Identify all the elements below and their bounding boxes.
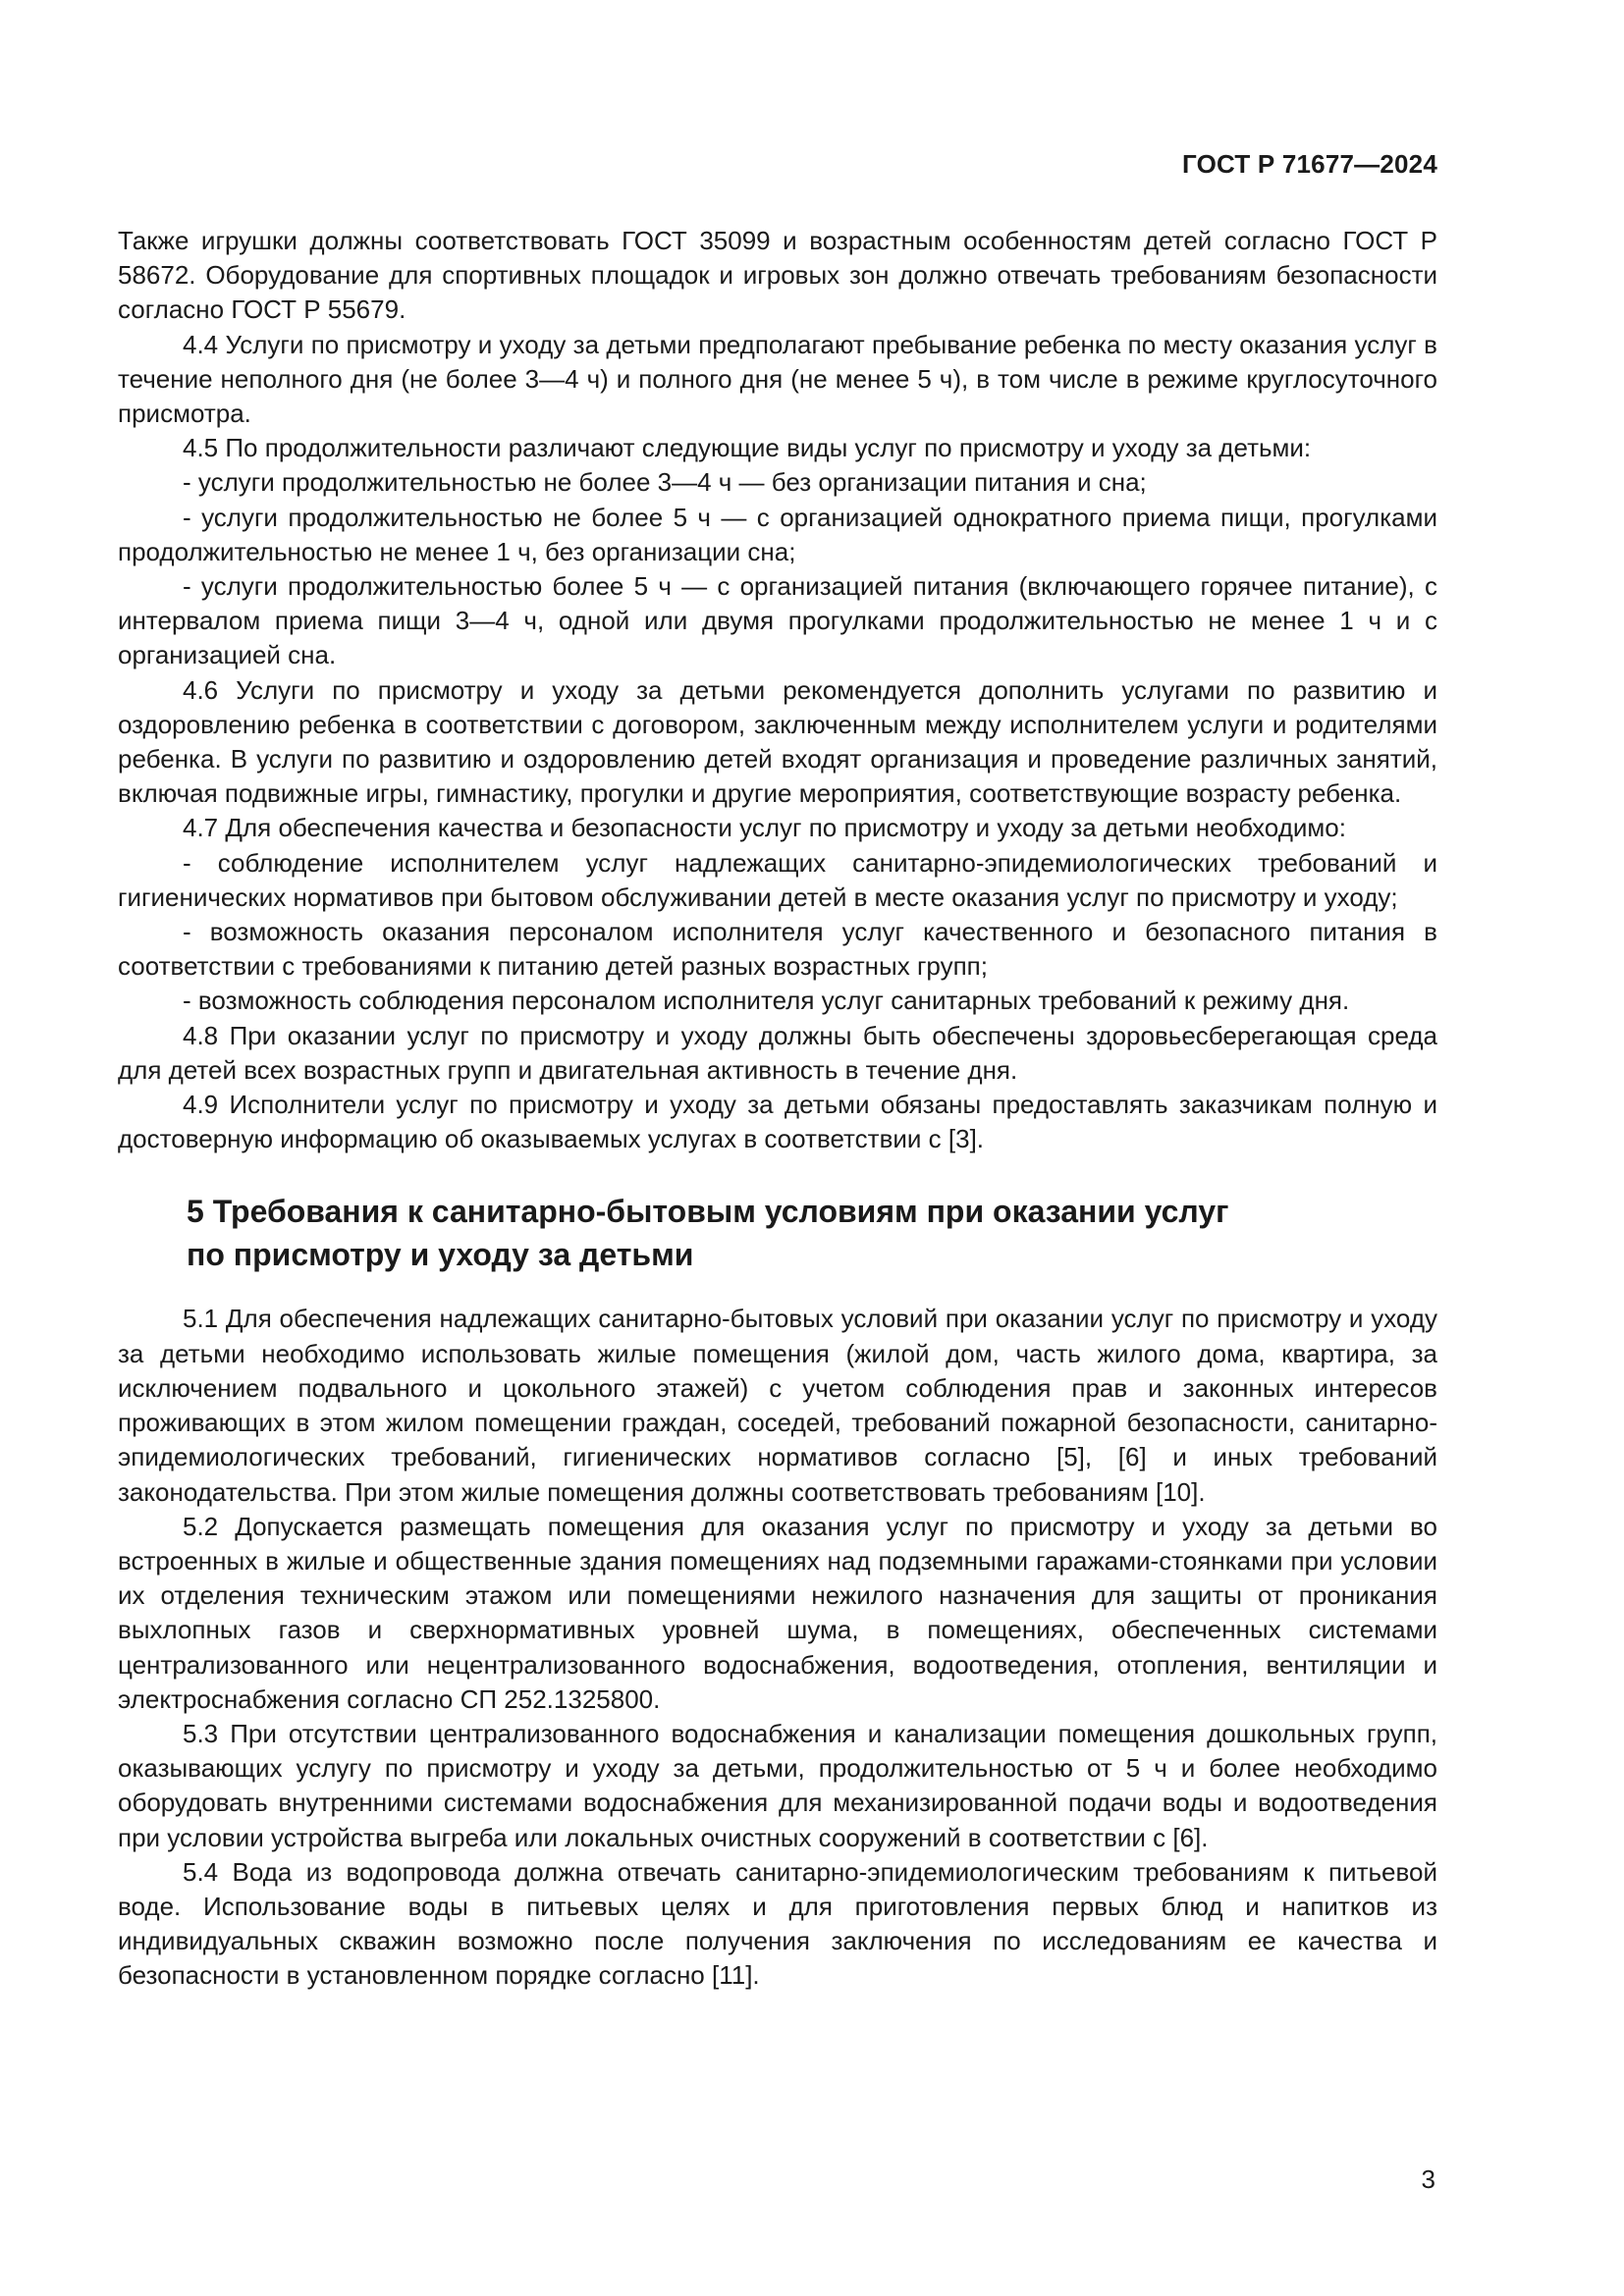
paragraph: 4.6 Услуги по присмотру и уходу за детьми рекомендуется дополнить услугами по развитию и оздоровлению ребенка в соответствии с договором, заключенным между исполнителем услуги и родителями ребенка. В услуги по развитию и оздоровлению детей входят организация и проведение различных занятий, включая подвижные игры, гимнастику, прогулки и другие мероприятия, соответствующие возрасту ребенка. [118,674,1437,809]
paragraph: 4.4 Услуги по присмотру и уходу за детьми предполагают пребывание ребенка по месту оказания услуг в течение неполного дня (не более 3—4 ч) и полного дня (не менее 5 ч), в том числе в режиме круглосуточного присмотра. [118,329,1437,429]
paragraphs-before-section [118,224,1437,1156]
paragraph: 4.5 По продолжительности различают следующие виды услуг по присмотру и уходу за детьми: [183,433,1312,463]
section-heading [187,1190,1437,1276]
paragraph: 5.1 Для обеспечения надлежащих санитарно-бытовых условий при оказании услуг по присмотру и уходу за детьми необходимо использовать жилые помещения (жилой дом, часть жилого дома, квартира, за исключением подвального и цокольного этажей) с учетом соблюдения прав и законных интересов проживающих в этом жилом помещении граждан, соседей, требований пожарной безопасности, санитарно-эпидемиологических требований, гигиенических нормативов согласно [5], [6] и иных требований законодательства. При этом жилые помещения должны соответствовать требованиям [10]. [118,1304,1437,1507]
paragraph: 5.2 Допускается размещать помещения для оказания услуг по присмотру и уходу за детьми во встроенных в жилые и общественные здания помещениях над подземными гаражами-стоянками при условии их отделения техническим этажом или помещениями нежилого назначения для защиты от проникания выхлопных газов и сверхнормативных уровней шума, в помещениях, обеспеченных системами централизованного или нецентрализованного водоснабжения, водоотведения, отопления, вентиляции и электроснабжения согласно СП 252.1325800. [118,1511,1437,1714]
paragraph: 4.9 Исполнители услуг по присмотру и уходу за детьми обязаны предоставлять заказчикам полную и достоверную информацию об оказываемых услугах в соответствии с [3]. [118,1090,1437,1154]
section-heading-line: 5 Требования к санитарно-бытовым условиям при оказании услуг [187,1194,1229,1230]
page-number: 3 [1421,2164,1435,2194]
list-item: - возможность соблюдения персоналом исполнителя услуг санитарных требований к режиму дня. [183,986,1350,1016]
paragraph: 4.8 При оказании услуг по присмотру и уходу должны быть обеспечены здоровьесберегающая среда для детей всех возрастных групп и двигательная активность в течение дня. [118,1020,1437,1085]
list-item: - возможность оказания персоналом исполнителя услуг качественного и безопасного питания в соответствии с требованиями к питанию детей разных возрастных групп; [118,917,1437,982]
list-item: - услуги продолжительностью не более 5 ч — с организацией однократного приема пищи, прогулками продолжительностью не менее 1 ч, без организации сна; [118,502,1437,566]
paragraph: 4.7 Для обеспечения качества и безопасности услуг по присмотру и уходу за детьми необходимо: [183,813,1346,843]
list-item: - услуги продолжительностью более 5 ч — с организацией питания (включающего горячее питание), с интервалом приема пищи 3—4 ч, одной или двумя прогулками продолжительностью не менее 1 ч и с организацией сна. [118,571,1437,670]
standard-id-header: ГОСТ Р 71677—2024 [1182,149,1437,179]
paragraphs-after-section [118,1302,1437,1993]
paragraph: Также игрушки должны соответствовать ГОСТ 35099 и возрастным особенностям детей согласно ГОСТ Р 58672. Оборудование для спортивных площадок и игровых зон должно отвечать требованиям безопасности согласно ГОСТ Р 55679. [118,226,1437,325]
paragraph: 5.4 Вода из водопровода должна отвечать санитарно-эпидемиологическим требованиям к питьевой воде. Использование воды в питьевых целях и для приготовления первых блюд и напитков из индивидуальных скважин возможно после получения заключения по исследованиям ее качества и безопасности в установленном порядке согласно [11]. [118,1856,1437,1991]
list-item: - услуги продолжительностью не более 3—4 ч — без организации питания и сна; [183,467,1147,498]
list-item: - соблюдение исполнителем услуг надлежащих санитарно-эпидемиологических требований и гигиенических нормативов при бытовом обслуживании детей в месте оказания услуг по присмотру и уходу; [118,847,1437,912]
document-body [118,224,1437,1994]
paragraph: 5.3 При отсутствии централизованного водоснабжения и канализации помещения дошкольных групп, оказывающих услугу по присмотру и уходу за детьми, продолжительностью от 5 ч и более необходимо оборудовать внутренними системами водоснабжения для механизированной подачи воды и водоотведения при условии устройства выгреба или локальных очистных сооружений в соответствии с [6]. [118,1718,1437,1852]
section-heading-line: по присмотру и уходу за детьми [187,1237,694,1273]
